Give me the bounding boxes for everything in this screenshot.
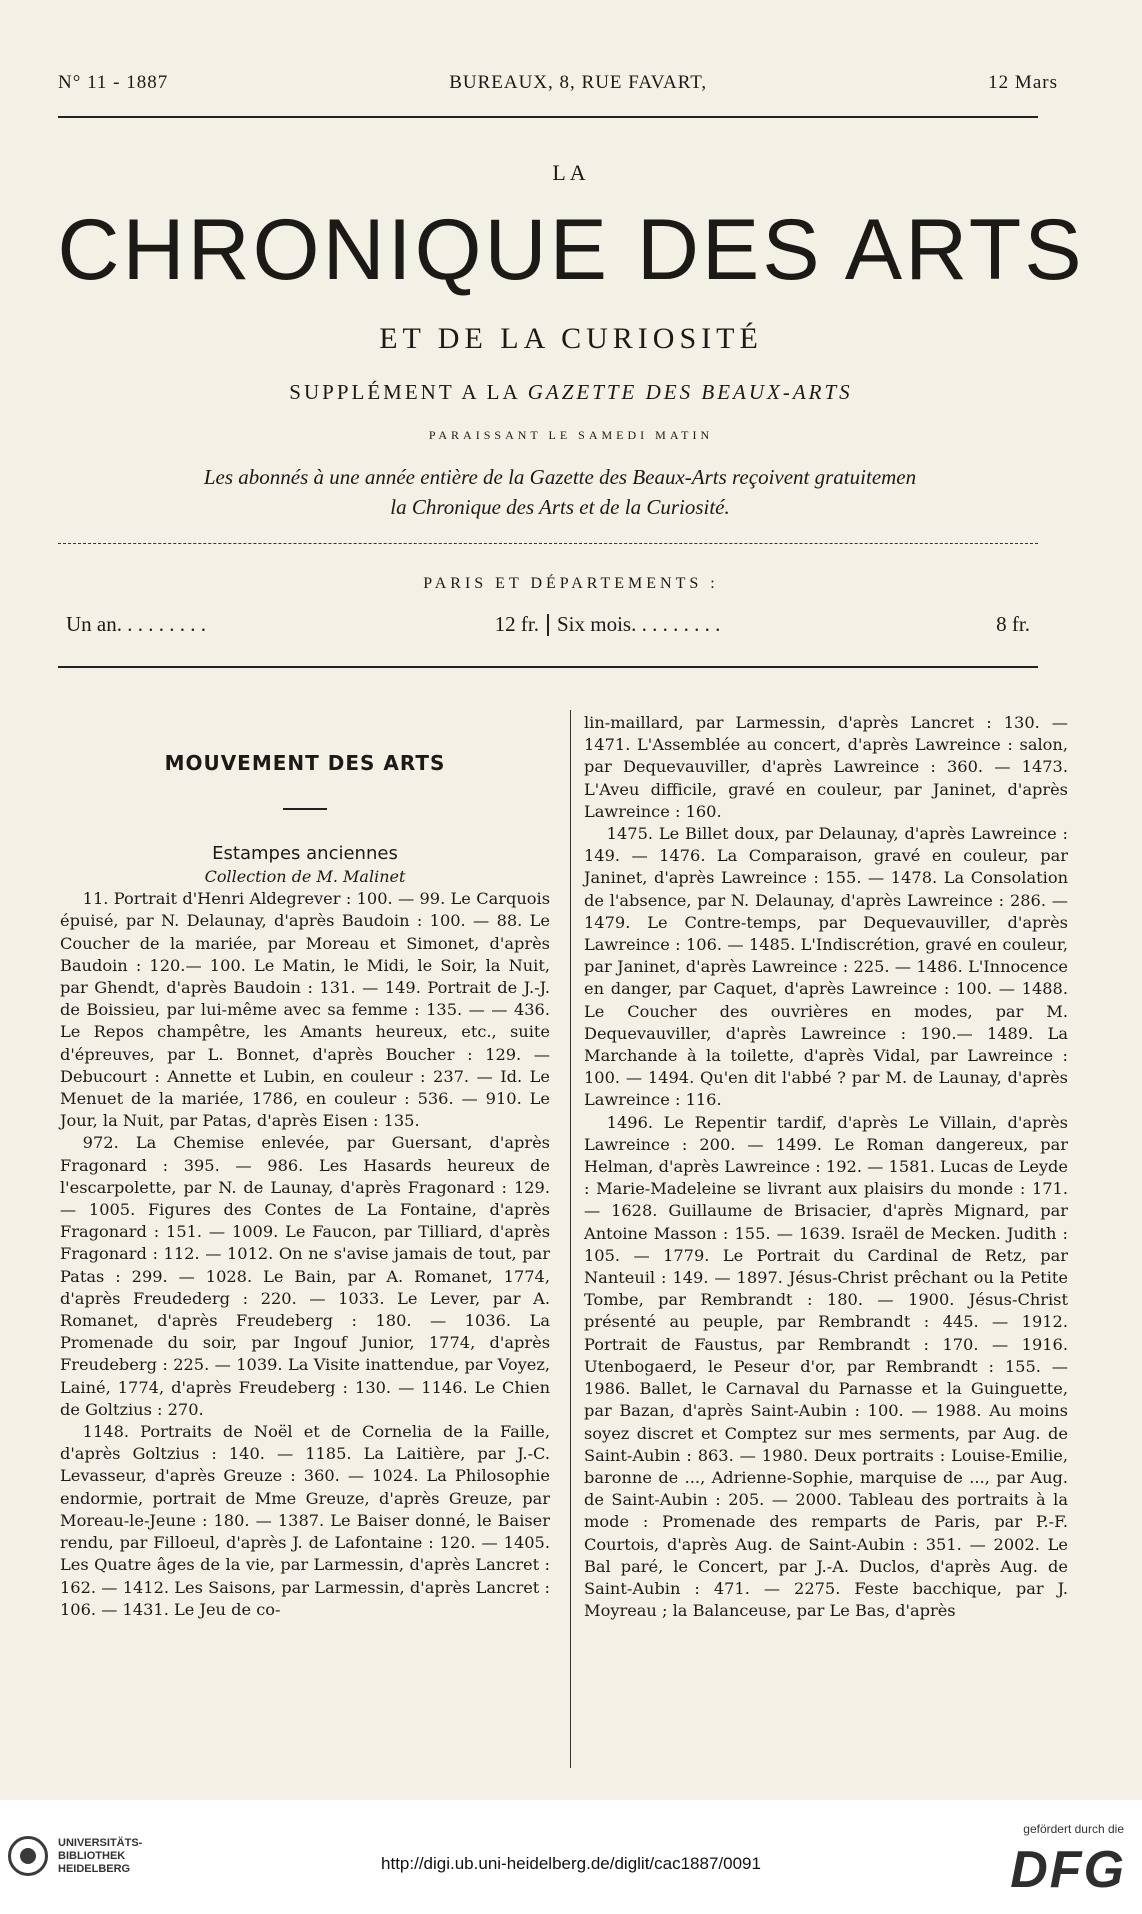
paragraph: lin-maillard, par Larmessin, d'après Lancret : 130. — 1471. L'Assemblée au concert, d'après Lawreince : salon, par Dequevauviller, d'après Lawreince : 360. — 1473. L'Aveu difficile, gravé en couleur, par Janinet, d'après Lawreince : 160. — [584, 713, 1068, 821]
article-subheading: Estampes anciennes — [212, 843, 398, 865]
issue-header — [58, 72, 1058, 94]
supplement-gazette: GAZETTE DES BEAUX-ARTS — [527, 380, 853, 404]
dfg-logo: DFG — [1010, 1841, 1126, 1899]
price-year-label: Un an. . . . . . . . . — [66, 612, 206, 636]
title-rule — [283, 808, 327, 810]
paragraph: 1475. Le Billet doux, par Delaunay, d'après Lawreince : 149. — 1476. La Comparaison, gravé en couleur, par Janinet, d'après Lawreince : 155. — 1478. La Consolation de l'absence, par N. Delaunay, d'après Lawreince : 286. — 1479. Le Contre-temps, par Dequevauviller, d'après Lawreince : 106. — 1485. L'Indiscrétion, gravé en couleur, par Janinet, d'après Lawreince : 225. — 1486. L'Innocence en danger, par Caquet, d'après Lawreince : 100. — 1488. Le Coucher des ouvrières en modes, par M. Dequevauviller, d'après Lawreince : 190.— 1489. La Marchande à la toilette, d'après Vidal, par Lawreince : 100. — 1494. Qu'en dit l'abbé ? par M. de Launay, d'après Lawreince : 116. — [584, 824, 1068, 1110]
price-six-label: Six mois. . . . . . . . . — [557, 612, 721, 636]
left-column — [60, 712, 550, 1621]
supplement-prefix: SUPPLÉMENT A LA — [289, 380, 520, 404]
price-six-amount: 8 fr. — [996, 612, 1030, 636]
issue-date: 12 Mars — [988, 72, 1058, 93]
header-rule — [58, 116, 1038, 118]
source-url[interactable]: http://digi.ub.uni-heidelberg.de/diglit/cac1887/0091 — [381, 1854, 761, 1873]
supplement-line — [0, 380, 1142, 405]
article-title: MOUVEMENT DES ARTS — [164, 751, 446, 775]
masthead-article: LA — [552, 160, 590, 185]
price-six-months — [549, 612, 1038, 637]
price-year — [58, 612, 547, 637]
masthead-rule — [58, 543, 1038, 544]
paragraph: 972. La Chemise enlevée, par Guersant, d'après Fragonard : 395. — 986. Les Hasards heureux de l'escarpolette, par N. de Launay, d'après Fragonard : 129. — 1005. Figures des Contes de La Fontaine, d'après Fragonard : 151. — 1009. Le Faucon, par Tilliard, d'après Fragonard : 112. — 1012. On ne s'avise jamais de tout, par Patas : 299. — 1028. Le Bain, par A. Romanet, 1774, d'après Freudederg : 220. — 1033. Le Lever, par A. Romanet, d'après Freudeberg : 180. — 1036. La Promenade du soir, par Ingouf Junior, 1774, d'après Freudeberg : 225. — 1039. La Visite inattendue, par Voyez, Lainé, 1774, d'après Freudeberg : 130. — 1146. Le Chien de Goltzius : 270. — [60, 1133, 550, 1419]
library-name-line2: BIBLIOTHEK — [58, 1849, 126, 1862]
paragraph: 1496. Le Repentir tardif, d'après Le Villain, d'après Lawreince : 200. — 1499. Le Roman dangereux, par Helman, d'après Lawreince : 192. — 1581. Lucas de Leyde : Marie-Madeleine se livrant aux plaisirs du monde : 171. — 1628. Guillaume de Brisacier, d'après Mignard, par Antoine Masson : 155. — 1639. Israël de Mecken. Judith : 105. — 1779. Le Portrait du Cardinal de Retz, par Nanteuil : 149. — 1897. Jésus-Christ prêchant ou la Petite Tombe, par Rembrandt : 180. — 1900. Jésus-Christ présenté au peuple, par Rembrandt : 445. — 1912. Portrait de Faustus, par Rembrandt : 170. — 1916. Utenbogaerd, le Peseur d'or, par Rembrandt : 155. — 1986. Ballet, le Carnaval du Parnasse et la Guinguette, par Bazan, d'après Saint-Aubin : 100. — 1988. Au moins soyez discret et Comptez sur mes serments, par Aug. de Saint-Aubin : 863. — 1980. Deux portraits : Louise-Emilie, baronne de ..., Adrienne-Sophie, marquise de ..., par Aug. de Saint-Aubin : 205. — 2000. Tableau des portraits à la mode : Promenade des remparts de Paris, par P.-F. Courtois, d'après Aug. de Saint-Aubin : 351. — 2002. Le Bal paré, le Concert, par J.-A. Duclos, d'après Aug. de Saint-Aubin : 471. — 2275. Feste bacchique, par J. Moyreau ; la Balanceuse, par Le Bas, d'après — [584, 1112, 1068, 1621]
subscriber-notice — [60, 462, 1060, 522]
price-year-amount: 12 fr. — [494, 612, 539, 636]
masthead-subtitle: ET DE LA CURIOSITÉ — [379, 322, 763, 355]
office-address: BUREAUX, 8, RUE FAVART, — [449, 72, 708, 93]
right-column — [584, 712, 1068, 1622]
masthead-title: CHRONIQUE DES ARTS — [57, 202, 1085, 298]
issue-number: N° 11 - 1887 — [58, 72, 169, 93]
subscriber-notice-line1: Les abonnés à une année entière de la Gazette des Beaux-Arts reçoivent gratuitemen — [203, 465, 917, 489]
funding-label: gefördert durch die — [1023, 1822, 1124, 1836]
prices-rule — [58, 666, 1038, 668]
library-name-line3: HEIDELBERG — [58, 1862, 131, 1875]
publication-schedule: PARAISSANT LE SAMEDI MATIN — [428, 428, 714, 442]
paragraph: 1148. Portraits de Noël et de Cornelia de la Faille, d'après Goltzius : 140. — 1185. La Laitière, par J.-C. Levasseur, d'après Greuze : 360. — 1024. La Philosophie endormie, portrait de Mme Greuze, d'après Greuze, par Moreau-le-Jeune : 180. — 1387. Le Baiser donné, le Baiser rendu, par Filloeul, d'après J. de Lafontaine : 120. — 1405. Les Quatre âges de la vie, par Larmessin, d'après Lancret : 162. — 1412. Les Saisons, par Larmessin, d'après Lancret : 106. — 1431. Le Jeu de co- — [60, 1422, 550, 1619]
library-name-line1: UNIVERSITÄTS- — [58, 1836, 143, 1849]
subscription-heading: PARIS ET DÉPARTEMENTS : — [423, 575, 719, 592]
digitization-footer — [0, 1800, 1142, 1914]
collection-name: Collection de M. Malinet — [204, 867, 406, 887]
column-divider — [570, 710, 571, 1768]
paragraph: 11. Portrait d'Henri Aldegrever : 100. — 99. Le Carquois épuisé, par N. Delaunay, d'après Baudoin : 100. — 88. Le Coucher de la mariée, par Moreau et Simonet, d'après Baudoin : 120.— 100. Le Matin, le Midi, le Soir, la Nuit, par Ghendt, d'après Baudoin : 131. — 149. Portrait de J.-J. de Boissieu, par lui-même avec sa femme : 135. — — 436. Le Repos champêtre, les Amants heureux, etc., suite d'épreuves, par L. Bonnet, d'après Boucher : 129. — Debucourt : Annette et Lubin, en couleur : 237. — Id. Le Menuet de la mariée, 1786, en couleur : 536. — 910. Le Jour, la Nuit, par Patas, d'après Eisen : 135. — [60, 889, 550, 1131]
subscription-prices — [58, 612, 1038, 637]
subscriber-notice-line2: la Chronique des Arts et de la Curiosité. — [390, 495, 730, 519]
